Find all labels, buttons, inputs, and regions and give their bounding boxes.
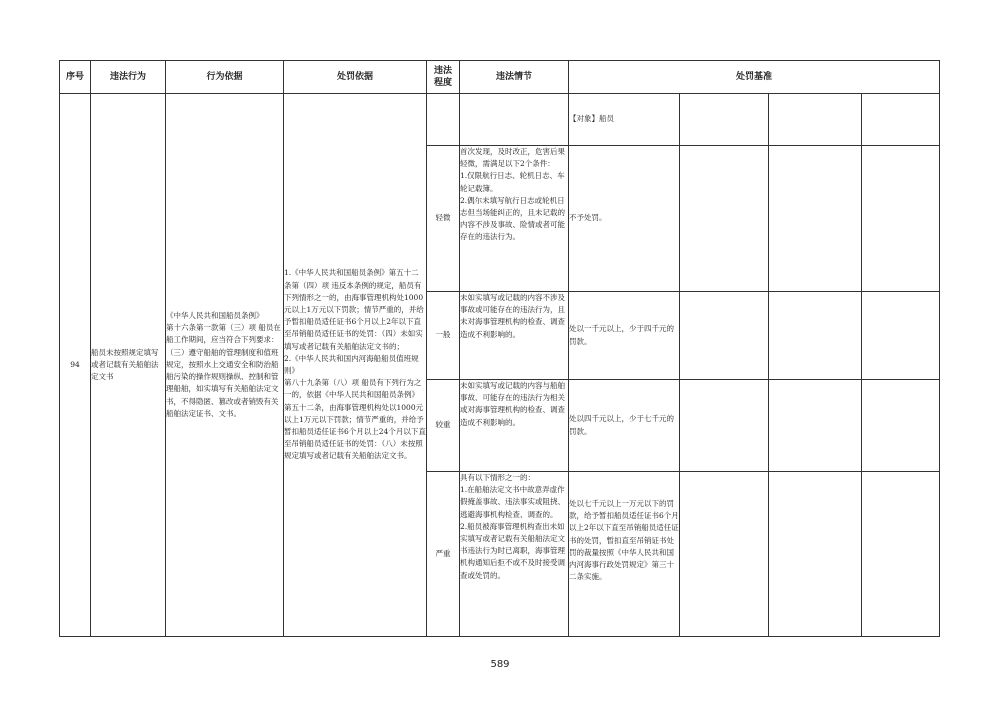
header-penalty-basis: 处罚依据: [284, 61, 427, 94]
blank-cell: [862, 292, 940, 380]
header-violation: 违法行为: [91, 61, 166, 94]
standard-text: 处以四千元以上，少于七千元的罚款。: [569, 380, 680, 472]
page-number: 589: [490, 659, 510, 670]
header-degree: 违法 程度: [427, 61, 460, 94]
standard-text: 处以一千元以上，少于四千元的罚款。: [569, 292, 680, 380]
row-violation: 船员未按照规定填写或者记载有关船舶法定文书: [91, 94, 166, 637]
target-label: 【对象】船员: [569, 94, 680, 146]
degree-label: 轻微: [427, 146, 460, 292]
degree-label: 严重: [427, 472, 460, 637]
blank-cell: [769, 472, 862, 637]
blank-cell: [680, 472, 769, 637]
table-row: [60, 94, 940, 146]
blank-cell: [680, 292, 769, 380]
degree-empty: [427, 94, 460, 146]
circumstance-text: 未如实填写或记载的内容不涉及事故或可能存在的违法行为，且未对海事管理机构的检查、调查造成不利影响的。: [460, 292, 569, 380]
blank-cell: [769, 292, 862, 380]
standard-text: 处以七千元以上一万元以下的罚款，给予暂扣船员适任证书6个月以上2年以下直至吊销船员适任证书的处罚，暂扣直至吊销证书处罚的裁量按照《中华人民共和国内河海事行政处罚规定》第三十二条实施。: [569, 472, 680, 637]
blank-cell: [680, 146, 769, 292]
header-circumstance: 违法情节: [460, 61, 569, 94]
blank-cell: [680, 380, 769, 472]
header-standard: 处罚基准: [569, 61, 940, 94]
blank-cell: [862, 472, 940, 637]
circumstance-empty: [460, 94, 569, 146]
circumstance-text: 首次发现，及时改正，危害后果轻微，需满足以下2个条件： 1.仅限航行日志、轮机日志、车轮记载簿。 2.偶尔未填写航行日志或轮机日志但当场能纠正的，且未记载的内容不涉及事故、险情或者可能存在的违法行为。: [460, 146, 569, 292]
degree-label: 一般: [427, 292, 460, 380]
blank-cell: [680, 94, 769, 146]
header-row: [60, 61, 940, 94]
circumstance-text: 具有以下情形之一的： 1.在船舶法定文书中故意弄虚作假掩盖事故、违法事实或阻挠、逃避海事机构检查、调查的。 2.船员被海事管理机构查出未如实填写或者记载有关船舶法定文书违法行为时已离职，海事管理机构通知后拒不或不及时接受调查或处罚的。: [460, 472, 569, 637]
standard-text: 不予处罚。: [569, 146, 680, 292]
blank-cell: [769, 380, 862, 472]
blank-cell: [862, 94, 940, 146]
header-seq: 序号: [60, 61, 91, 94]
blank-cell: [769, 94, 862, 146]
circumstance-text: 未如实填写或记载的内容与船舶事故、可能存在的违法行为相关或对海事管理机构的检查、调查造成不利影响的。: [460, 380, 569, 472]
header-basis: 行为依据: [166, 61, 284, 94]
degree-label: 较重: [427, 380, 460, 472]
blank-cell: [769, 146, 862, 292]
penalty-standard-table: [59, 60, 940, 637]
row-penalty-basis: 1.《中华人民共和国船员条例》第五十二条第（四）项 违反本条例的规定，船员有下列情形之一的，由海事管理机构处1000元以上1万元以下罚款；情节严重的，并给予暂扣船员适任证书6个月以上2年以下直至吊销船员适任证书的处罚：（四）未如实填写或者记载有关船舶法定文书的； 2.《中华人民共和国内河海船船员值班规则》 第八十九条第（八）项 船员有下列行为之一的，依据《中华人民共和国船员条例》第五十二条，由海事管理机构处以1000元以上1万元以下罚款；情节严重的，并给予暂扣船员适任证书6个月以上24个月以下直至吊销船员适任证书的处罚：（八）未按照规定填写或者记载有关船舶法定文书。: [284, 94, 427, 637]
blank-cell: [862, 146, 940, 292]
blank-cell: [862, 380, 940, 472]
row-behavior-basis: 《中华人民共和国船员条例》 第十六条第一款第（三）项 船员在船工作期间，应当符合下列要求： （三）遵守船舶的管理制度和值班规定，按照水上交通安全和防治船舶污染的操作规则操纵、控制和管理船舶，如实填写有关船舶法定文书，不得隐匿、篡改或者销毁有关船舶法定证书、文书。: [166, 94, 284, 637]
row-seq: 94: [60, 94, 91, 637]
